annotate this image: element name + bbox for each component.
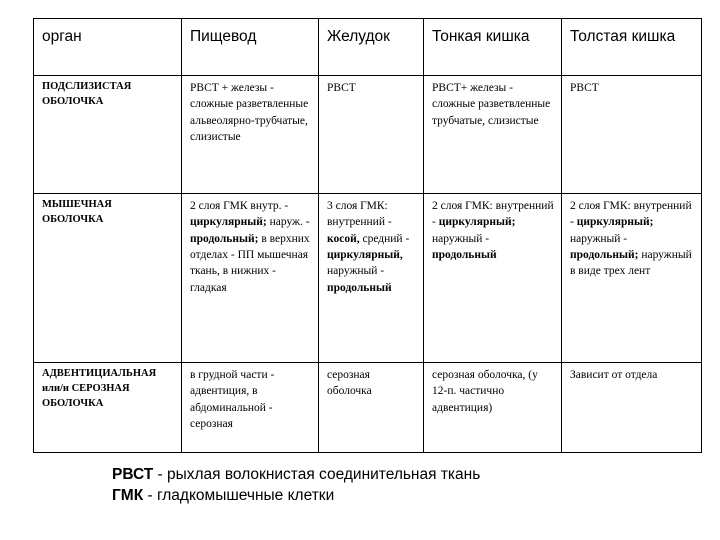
cell-text: наруж. - <box>266 216 310 229</box>
cell-term: косой, <box>327 232 360 245</box>
header-cell-small-intestine: Тонкая кишка <box>424 19 562 76</box>
cell-text: наружный - <box>432 232 490 245</box>
table-row-adventitia <box>34 363 702 453</box>
abbreviation-definition: - рыхлая волокнистая соединительная ткань <box>153 466 481 483</box>
cell-term: продольный <box>327 281 392 294</box>
cell-text: 2 слоя ГМК: внутренний - <box>570 200 692 229</box>
table-cell <box>562 194 702 363</box>
row-label-muscular: МЫШЕЧНАЯ ОБОЛОЧКА <box>34 194 182 363</box>
header-cell-large-intestine: Толстая кишка <box>562 19 702 76</box>
table-cell: РВСТ <box>562 76 702 194</box>
table-cell: РВСТ+ железы - сложные разветвленные трубчатые, слизистые <box>424 76 562 194</box>
table-cell: серозная оболочка <box>319 363 424 453</box>
cell-text: наружный - <box>570 232 628 245</box>
cell-term: продольный <box>432 248 497 261</box>
header-cell-esophagus: Пищевод <box>182 19 319 76</box>
row-label-submucosa: ПОДСЛИЗИСТАЯ ОБОЛОЧКА <box>34 76 182 194</box>
abbreviation: ГМК <box>112 486 144 504</box>
cell-term: продольный; <box>570 248 639 261</box>
cell-text: в верхних отделах - ПП мышечная ткань, в нижних - гладкая <box>190 232 310 294</box>
cell-term: продольный; <box>190 232 259 245</box>
abbreviation-definition: - гладкомышечные клетки <box>143 486 335 504</box>
header-cell-organ: орган <box>34 19 182 76</box>
table-cell: серозная оболочка, (у 12-п. частично адвентиция) <box>424 363 562 453</box>
table-cell: в грудной части - адвентиция, в абдоминальной - серозная <box>182 363 319 453</box>
abbreviation: РВСТ <box>112 466 154 483</box>
cell-text: 3 слоя ГМК: внутренний - <box>327 200 392 229</box>
cell-text: средний - <box>359 232 410 245</box>
table-cell: РВСТ <box>319 76 424 194</box>
header-cell-stomach: Желудок <box>319 19 424 76</box>
row-label-adventitia: АДВЕНТИЦИАЛЬНАЯ или/и СЕРОЗНАЯ ОБОЛОЧКА <box>34 363 182 453</box>
table-row-submucosa <box>34 76 702 194</box>
cell-term: циркулярный; <box>576 216 654 229</box>
legend-line <box>112 486 480 507</box>
cell-term: циркулярный, <box>327 248 403 261</box>
table-cell: Зависит от отдела <box>562 363 702 453</box>
cell-text: наружный в виде трех лент <box>570 248 692 278</box>
cell-text: 2 слоя ГМК: внутренний - <box>432 200 554 229</box>
table-row-muscular <box>34 194 702 363</box>
organ-comparison-table <box>33 18 702 453</box>
legend-line <box>112 465 480 486</box>
cell-term: циркулярный; <box>438 216 516 229</box>
abbreviations-legend <box>112 465 480 507</box>
table-cell <box>319 194 424 363</box>
table-cell <box>424 194 562 363</box>
table-cell: РВСТ + железы - сложные разветвленные альвеолярно-трубчатые, слизистые <box>182 76 319 194</box>
cell-text: 2 слоя ГМК внутр. - <box>190 200 289 212</box>
table-header-row <box>34 19 702 76</box>
cell-text: наружный - <box>327 265 385 278</box>
table-cell <box>182 194 319 363</box>
cell-term: циркулярный; <box>190 216 267 229</box>
